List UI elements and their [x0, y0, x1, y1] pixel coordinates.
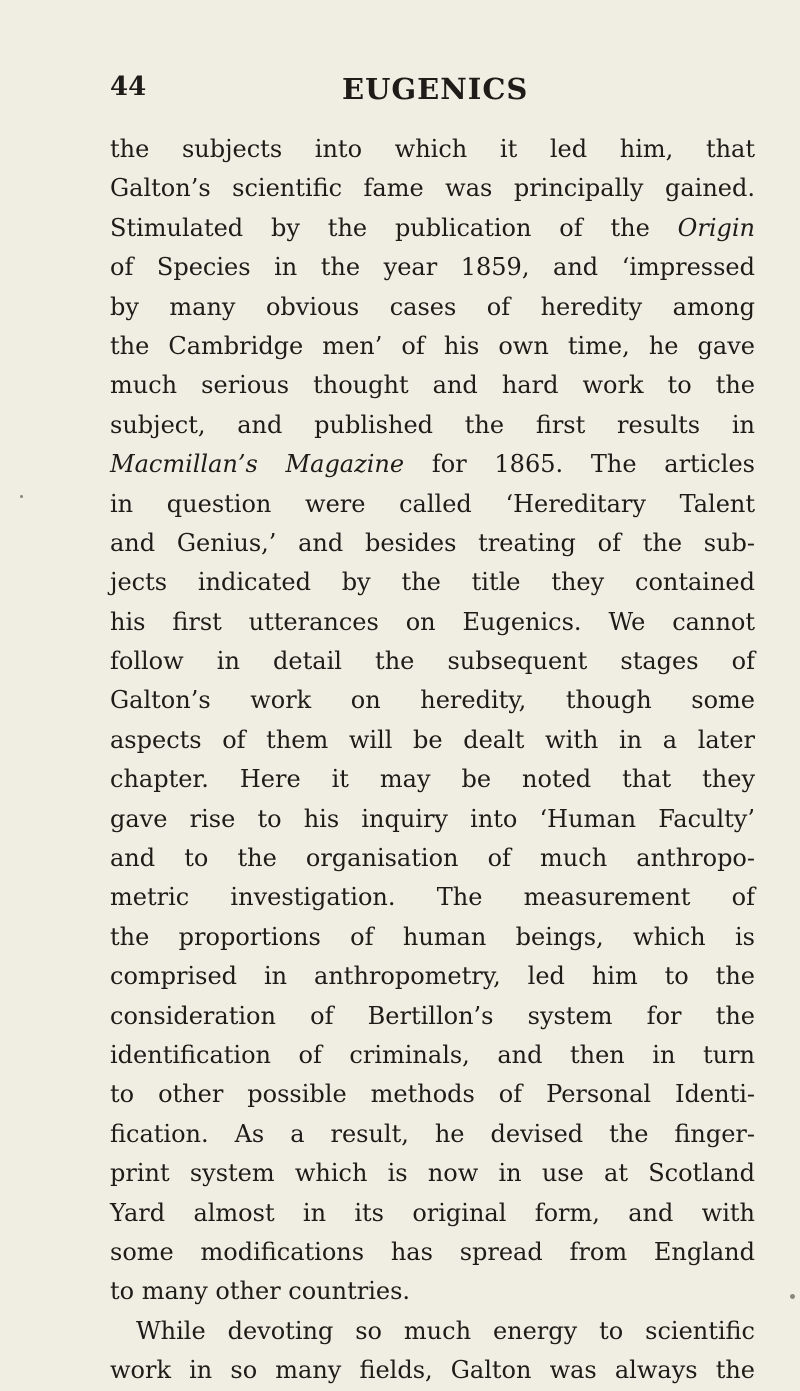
text-line-30: to many other countries.	[110, 1277, 411, 1306]
body-text	[110, 130, 755, 1391]
text-line-21: the proportions of human beings, which is	[110, 922, 755, 951]
text-line-16: aspects of them will be dealt with in a later	[110, 725, 755, 754]
text-line-7: much serious thought and hard work to the	[110, 371, 755, 400]
text-line-5: by many obvious cases of heredity among	[110, 292, 755, 321]
text-line-3-roman: Stimulated by the publication of the	[110, 213, 650, 242]
text-line-20: metric investigation. The measurement of	[110, 883, 755, 912]
page-header	[110, 72, 750, 116]
text-line-31: While devoting so much energy to scientific	[136, 1316, 755, 1345]
text-line-18: gave rise to his inquiry into ‘Human Faculty’	[110, 804, 755, 833]
text-line-11: and Genius,’ and besides treating of the sub-	[110, 528, 755, 557]
text-line-17: chapter. Here it may be noted that they	[110, 765, 755, 794]
page-number: 44	[110, 72, 147, 102]
italic-macmillans: Macmillan’s Magazine	[110, 450, 405, 479]
italic-origin: Origin	[677, 213, 755, 242]
text-line-22: comprised in anthropometry, led him to the	[110, 962, 755, 991]
text-line-28: Yard almost in its original form, and with	[110, 1198, 755, 1227]
text-line-23: consideration of Bertillon’s system for the	[110, 1001, 755, 1030]
text-line-14: follow in detail the subsequent stages of	[110, 647, 755, 676]
text-line-9	[110, 445, 755, 484]
text-line-15: Galton’s work on heredity, though some	[110, 686, 755, 715]
text-line-2: Galton’s scientific fame was principally gained.	[110, 174, 755, 203]
text-line-19: and to the organisation of much anthropo-	[110, 844, 755, 873]
text-line-1: the subjects into which it led him, that	[110, 135, 755, 163]
text-line-27: print system which is now in use at Scotland	[110, 1159, 755, 1188]
text-line-32: work in so many fields, Galton was always the	[110, 1356, 755, 1385]
margin-speck	[20, 495, 23, 498]
text-line-13: his first utterances on Eugenics. We cannot	[110, 607, 755, 636]
text-line-12: jects indicated by the title they contained	[110, 568, 755, 597]
text-line-10: in question were called ‘Hereditary Talent	[110, 489, 755, 518]
running-head: EUGENICS	[342, 72, 529, 106]
text-line-6: the Cambridge men’ of his own time, he gave	[110, 331, 755, 360]
text-line-9-roman: for 1865. The articles	[431, 450, 756, 479]
text-line-25: to other possible methods of Personal Identi-	[110, 1080, 755, 1109]
text-line-4: of Species in the year 1859, and ‘impressed	[110, 253, 755, 282]
corner-speck	[790, 1294, 795, 1299]
text-line-3	[110, 209, 755, 248]
text-line-24: identification of criminals, and then in turn	[110, 1040, 755, 1069]
text-line-26: fication. As a result, he devised the finger-	[110, 1119, 755, 1148]
text-line-8: subject, and published the first results in	[110, 410, 755, 439]
text-line-29: some modifications has spread from England	[110, 1237, 755, 1266]
